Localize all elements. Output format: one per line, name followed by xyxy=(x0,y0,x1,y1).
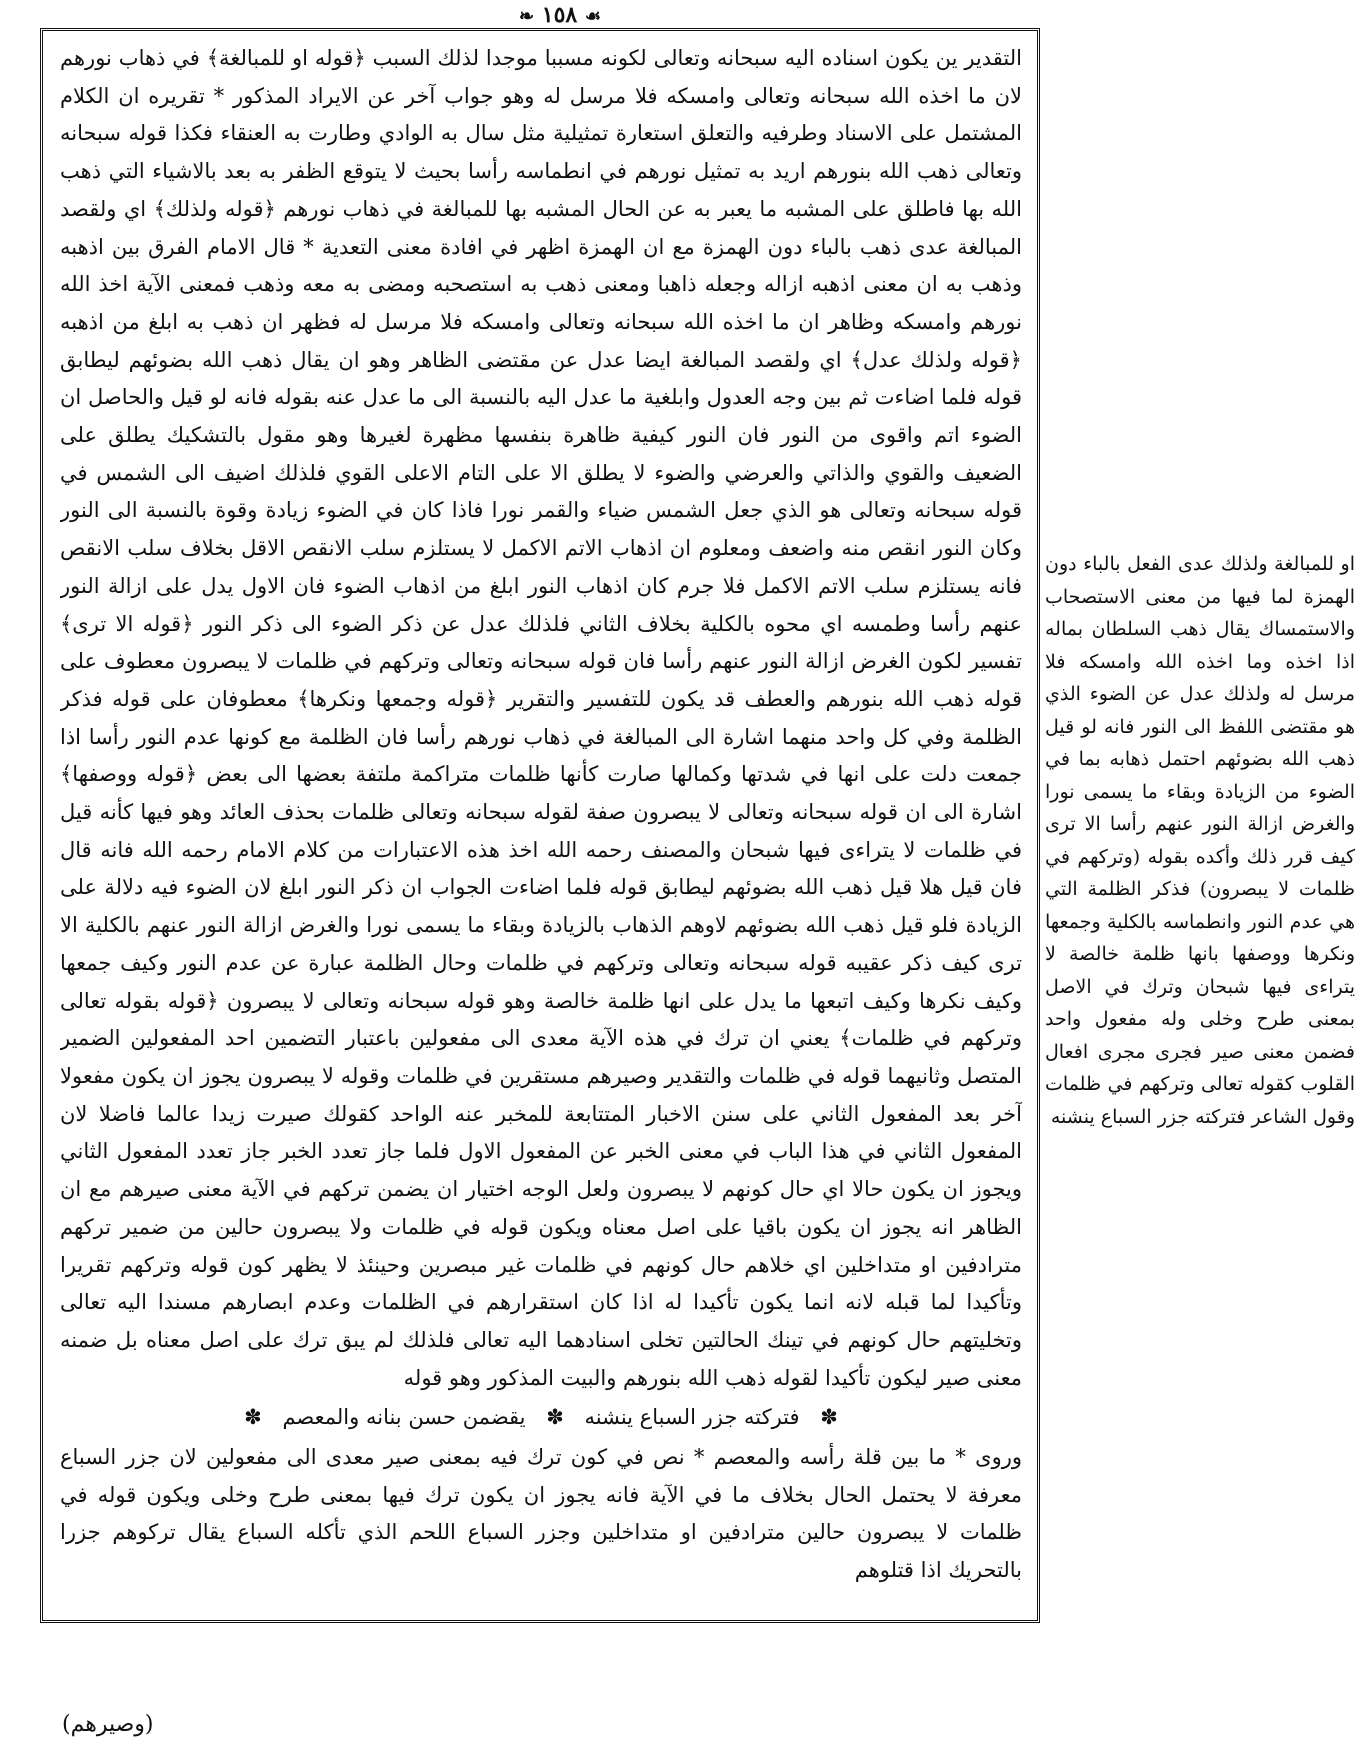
verse-star-icon: ✽ xyxy=(546,1405,564,1430)
verse-star-icon: ✽ xyxy=(820,1405,838,1430)
verse-hemistich-1: فتركته جزر السباع ينشنه xyxy=(584,1405,800,1430)
ornament-left-icon: ❧ xyxy=(518,6,535,27)
catchword: (وصيرهم) xyxy=(62,1712,154,1737)
commentary-paragraph-2: وروى * ما بين قلة رأسه والمعصم * نص في كون ترك فيه بمعنى صير معدى الى مفعولين لان جزر السباع معرفة لا يحتمل الحال بخلاف ما في الآية فانه يجوز ان يكون ترك فيها بمعنى طرح وخلى ويكون قوله في ظلمات لا يبصرون حالين مترادفين او متداخلين وجزر السباع اللحم الذي تأكله السباع يقال تركوهم جزرا بالتحريك اذا قتلوهم xyxy=(60,1445,1022,1583)
main-commentary-text xyxy=(60,40,1022,1610)
page-number-value: ١٥٨ xyxy=(541,2,578,28)
margin-text: او للمبالغة ولذلك عدى الفعل بالباء دون الهمزة لما فيها من معنى الاستصحاب والاستمساك يقال ذهب السلطان بماله اذا اخذه وما اخذه الله وامسكه فلا مرسل له ولذلك عدل عن الضوء الذي هو مقتضى اللفظ الى النور فانه لو قيل ذهب الله بضوئهم احتمل ذهابه بما في الضوء من الزيادة وبقاء ما يسمى نورا والغرض ازالة النور عنهم رأسا الا ترى كيف قرر ذلك وأكده بقوله (وتركهم في ظلمات لا يبصرون) فذكر الظلمة التي هي عدم النور وانطماسه بالكلية وجمعها ونكرها ووصفها بانها ظلمة خالصة لا يتراءى فيها شبحان وترك في الاصل بمعنى طرح وخلى وله مفعول واحد فضمن معنى صير فجرى مجرى افعال القلوب كقوله تعالى وتركهم في ظلمات وقول الشاعر فتركته جزر السباع ينشنه xyxy=(1045,553,1355,1128)
poetry-verse xyxy=(60,1399,1022,1437)
page-number xyxy=(500,2,620,28)
ornament-right-icon: ☙ xyxy=(584,6,602,27)
verse-hemistich-2: يقضمن حسن بنانه والمعصم xyxy=(282,1405,526,1430)
commentary-paragraph-1: التقدير ين يكون اسناده اليه سبحانه وتعالى لكونه مسببا موجدا لذلك السبب ﴿قوله او للمبالغة﴾ في ذهاب نورهم لان ما اخذه الله سبحانه وتعالى وامسكه فلا مرسل له وهو جواب آخر عن الايراد المذكور * تقريره ان الكلام المشتمل على الاسناد وطرفيه والتعلق استعارة تمثيلية مثل سال به الوادي وطارت به العنقاء فكذا قوله سبحانه وتعالى ذهب الله بنورهم اريد به تمثيل نورهم في انطماسه رأسا بحيث لا يتوقع الظفر به بعد بالاشياء التي ذهب الله بها فاطلق على المشبه ما يعبر به عن الحال المشبه بها للمبالغة في ذهاب نورهم ﴿قوله ولذلك﴾ اي ولقصد المبالغة عدى ذهب بالباء دون الهمزة مع ان الهمزة اظهر في افادة معنى التعدية * قال الامام الفرق بين اذهبه وذهب به ان معنى اذهبه ازاله وجعله ذاهبا ومعنى ذهب به استصحبه ومضى به معه وذهب فمعنى الآية اخذ الله نورهم وامسكه وظاهر ان ما اخذه الله سبحانه وتعالى وامسكه فلا مرسل له فظهر ان ذهب به ابلغ من اذهبه ﴿قوله ولذلك عدل﴾ اي ولقصد المبالغة ايضا عدل عن مقتضى الظاهر وهو ان يقال ذهب الله بضوئهم ليطابق قوله فلما اضاءت ثم بين وجه العدول وابلغية ما عدل اليه بالنسبة الى ما عدل عنه بقوله فانه لو قيل والحاصل ان الضوء اتم واقوى من النور فان النور كيفية ظاهرة بنفسها مظهرة لغيرها وهو مقول بالتشكيك يطلق على الضعيف والقوي والذاتي والعرضي والضوء لا يطلق الا على التام الاعلى القوي فلذلك اضيف الى الشمس في قوله سبحانه وتعالى هو الذي جعل الشمس ضياء والقمر نورا فاذا كان في الضوء زيادة وقوة بالنسبة الى النور وكان النور انقص منه واضعف ومعلوم ان اذهاب الاتم الاكمل لا يستلزم سلب الانقص الاقل بخلاف سلب الانقص فانه يستلزم سلب الاتم الاكمل فلا جرم كان اذهاب النور ابلغ من اذهاب الضوء فان الاول يدل على ازالة النور عنهم رأسا وطمسه اي محوه بالكلية بخلاف الثاني فلذلك عدل عن ذكر الضوء الى ذكر النور ﴿قوله الا ترى﴾ تفسير لكون الغرض ازالة النور عنهم رأسا فان قوله سبحانه وتعالى وتركهم في ظلمات لا يبصرون معطوف على قوله ذهب الله بنورهم والعطف قد يكون للتفسير والتقرير ﴿قوله وجمعها ونكرها﴾ معطوفان على قوله فذكر الظلمة وفي كل واحد منهما اشارة الى المبالغة في ذهاب نورهم رأسا فان الظلمة مع كونها عدم النور رأسا اذا جمعت دلت على انها في شدتها وكمالها صارت كأنها ظلمات متراكمة ملتفة بعضها الى بعض ﴿قوله ووصفها﴾ اشارة الى ان قوله سبحانه وتعالى لا يبصرون صفة لقوله سبحانه وتعالى ظلمات بحذف العائد وهو فيها كأنه قيل في ظلمات لا يتراءى فيها شبحان والمصنف رحمه الله اخذ هذه الاعتبارات من كلام الامام رحمه الله فانه قال فان قيل هلا قيل ذهب الله بضوئهم ليطابق قوله فلما اضاءت الجواب ان ذكر النور ابلغ لان الضوء فيه دلالة على الزيادة فلو قيل ذهب الله بضوئهم لاوهم الذهاب بالزيادة وبقاء ما يسمى نورا والغرض ازالة النور عنهم بالكلية الا ترى كيف ذكر عقيبه قوله سبحانه وتعالى وتركهم في ظلمات وحال الظلمة عبارة عن عدم النور وكيف جمعها وكيف نكرها وكيف اتبعها ما يدل على انها ظلمة خالصة وهو قوله سبحانه وتعالى لا يبصرون ﴿قوله بقوله تعالى وتركهم في ظلمات﴾ يعني ان ترك في هذه الآية معدى الى مفعولين باعتبار التضمين احد المفعولين الضمير المتصل وثانيهما قوله في ظلمات والتقدير وصيرهم مستقرين في ظلمات وقوله لا يبصرون يجوز ان يكون مفعولا آخر بعد المفعول الثاني على سنن الاخبار المتتابعة للمخبر عنه الواحد كقولك صيرت زيدا عالما فاضلا لان المفعول الثاني في هذا الباب في معنى الخبر عن المفعول الاول فلما جاز تعدد الخبر جاز تعدد المفعول الثاني ويجوز ان يكون حالا اي حال كونهم لا يبصرون ولعل الوجه اختيار ان يضمن تركهم في الآية معنى صيرهم مع ان الظاهر انه يجوز ان يكون باقيا على اصل معناه ويكون قوله في ظلمات ولا يبصرون حالين من ضمير تركهم مترادفين او متداخلين اي خلاهم حال كونهم في ظلمات غير مبصرين وحينئذ لا يظهر كون قوله وتركهم تقريرا وتأكيدا لما قبله لانه انما يكون تأكيدا له اذا كان استقرارهم في الظلمات وعدم ابصارهم مسندا اليه تعالى وتخليتهم حال كونهم في تينك الحالتين تخلى اسنادهما اليه تعالى فلذلك لم يبق ترك على اصل معناه بل ضمنه معنى صير ليكون تأكيدا لقوله ذهب الله بنورهم والبيت المذكور وهو قوله xyxy=(60,46,1022,1390)
verse-star-icon: ✽ xyxy=(244,1405,262,1430)
